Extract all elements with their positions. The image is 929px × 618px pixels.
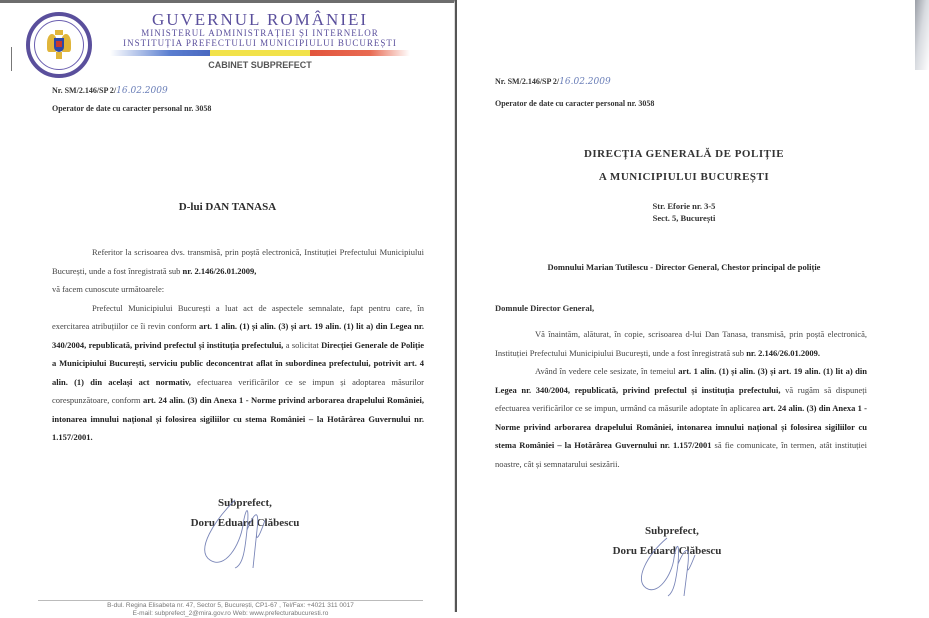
handwritten-date: 16.02.2009 — [559, 77, 611, 87]
letter-to-police-directorate — [457, 0, 911, 612]
letterhead-ministry: MINISTERUL ADMINISTRAȚIEI ȘI INTERNELOR — [141, 28, 379, 38]
letterhead-institution: INSTITUȚIA PREFECTULUI MUNICIPIULUI BUCUREȘTI — [123, 38, 397, 48]
margin-mark — [11, 47, 12, 71]
body-paragraph: Vă înaintăm, alăturat, în copie, scrisoarea d-lui Dan Tanasa, transmisă, prin poștă electronică, Instituției Prefectului Municipiului București, unde a fost înregistrată sub nr. 2.146/26.01.2009. — [495, 329, 867, 358]
data-operator-number: Operator de date cu caracter personal nr. 3058 — [495, 99, 655, 108]
reference-number: Nr. SM/2.146/SP 2/16.02.2009 — [52, 86, 168, 96]
letterhead-department: CABINET SUBPREFECT — [208, 60, 312, 70]
handwritten-signature-icon — [195, 490, 285, 572]
recipient-street: Str. Eforie nr. 3-5 — [652, 201, 716, 211]
signatory-name: Doru Eduard Clăbescu — [612, 545, 722, 557]
coat-of-arms-seal-icon — [26, 12, 92, 78]
reference-number: Nr. SM/2.146/SP 2/16.02.2009 — [495, 77, 611, 87]
body-paragraph: Prefectul Municipiului București a luat act de aspectele semnalate, fapt pentru care, în exercitarea atribuțiilor ce îi revin conform art. 1 alin. (1) și alin. (3) și art. 19 alin. (1) lit a) din Legea nr. 340/2004, republicată, privind prefectul și instituția prefectului, a solicitat Direcției Generale de Poliție a Municipiului București, serviciu public deconcentrat aflat în subordinea prefectului, potrivit art. 4 alin. (1) din același act normativ, efectuarea verificărilor ce se impun și adoptarea măsurilor corespunzătoare, conform art. 24 alin. (3) din Anexa 1 - Norme privind arborarea drapelului României, intonarea imnului național și folosirea sigiliilor cu stema României – la Hotărârea Guvernului nr. 1.157/2001. — [52, 302, 425, 442]
page-fold-shadow — [915, 0, 929, 70]
recipient-organization-line1: DIRECȚIA GENERALĂ DE POLIȚIE — [583, 148, 785, 160]
signatory-title: Subprefect, — [645, 525, 699, 537]
letter-body — [52, 243, 424, 447]
footer-divider — [38, 600, 423, 601]
signatory-name: Doru Eduard Clăbescu — [190, 517, 300, 529]
body-paragraph: Referitor la scrisoarea dvs. transmisă, prin poștă electronică, Instituției Prefectului Municipiului București, unde a fost înregistrată sub nr. 2.146/26.01.2009, — [52, 247, 424, 276]
tricolor-divider — [110, 50, 410, 56]
recipient-district: Sect. 5, București — [652, 213, 716, 223]
addressee: D-lui DAN TANASA — [178, 201, 277, 213]
body-paragraph: vă facem cunoscute următoarele: — [52, 284, 165, 294]
signatory-title: Subprefect, — [218, 497, 272, 509]
data-operator-number: Operator de date cu caracter personal nr. 3058 — [52, 104, 212, 113]
letter-to-dan-tanasa — [0, 0, 455, 617]
recipient-organization-line2: A MUNICIPIULUI BUCUREȘTI — [598, 171, 770, 183]
letter-body — [495, 325, 867, 473]
footer-address: B-dul. Regina Elisabeta nr. 47, Sector 5, București, CP1-67 , Tel/Fax: +4021 311 0017 E-mail: subprefect_2@mira.gov.ro Web: www.prefecturabucuresti.ro — [107, 602, 354, 617]
handwritten-date: 16.02.2009 — [116, 86, 168, 96]
salutation: Domnule Director General, — [495, 303, 595, 313]
addressee: Domnului Marian Tutilescu - Director General, Chestor principal de poliție — [547, 262, 821, 272]
letterhead-government-title: GUVERNUL ROMÂNIEI — [151, 10, 369, 29]
body-paragraph: Având în vedere cele sesizate, în temeiul art. 1 alin. (1) și alin. (3) și art. 19 alin. (1) lit a) din Legea nr. 340/2004, republicată, privind prefectul și instituția prefectului, vă rugăm să dispuneți efectuarea verificărilor ce se impun, urmând ca măsurile adoptate în aplicarea art. 24 alin. (3) din Anexa 1 - Norme privind arborarea drapelului României, intonarea imnului național și folosirea sigiliilor cu stema României – la Hotărârea Guvernului nr. 1.157/2001 să fie comunicate, în termen, atât instituției noastre, cât și semnatarului sesizării. — [495, 366, 868, 469]
handwritten-signature-icon — [632, 530, 712, 600]
